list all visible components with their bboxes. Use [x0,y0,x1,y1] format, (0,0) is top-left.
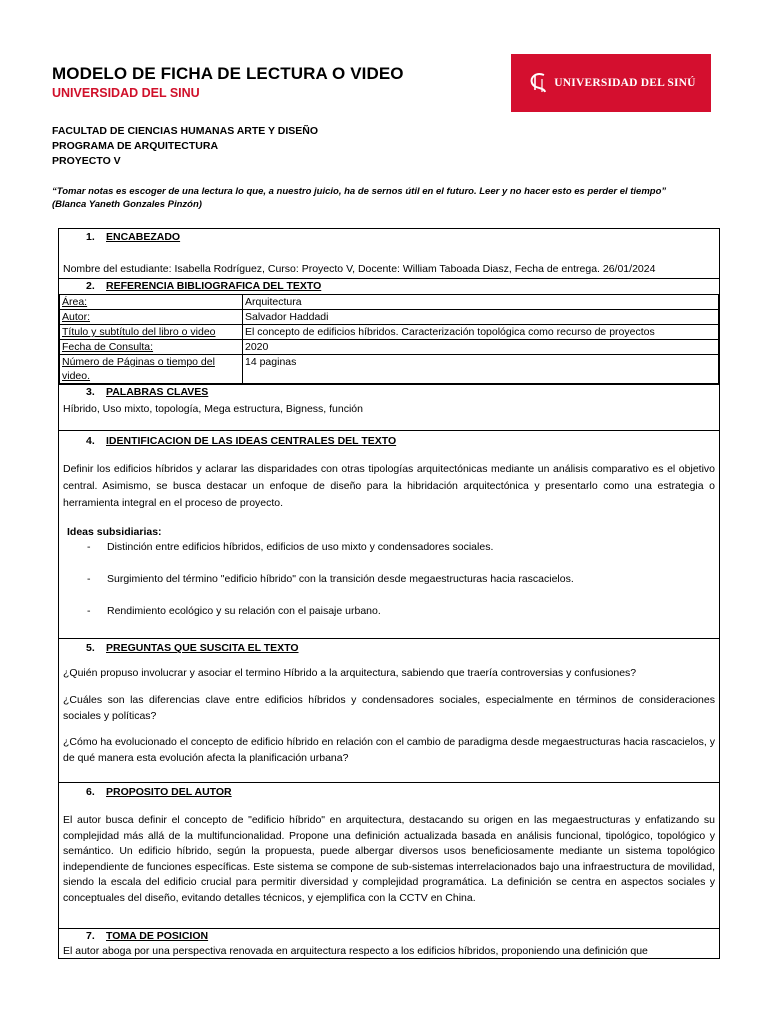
university-seal-icon [526,70,552,96]
section-heading: 1. ENCABEZADO [86,231,181,243]
table-row [60,355,719,384]
row-value: Salvador Haddadi [243,310,719,325]
row-value: 2020 [243,340,719,355]
program-name: PROGRAMA DE ARQUITECTURA [52,140,219,152]
table-row [60,310,719,325]
list-item: - Rendimiento ecológico y su relación con el paisaje urbano. [87,605,381,617]
row-label: Autor: [60,310,243,325]
question-item: ¿Cuáles son las diferencias clave entre edificios híbridos y condensadores sociales, especialmente en términos de consideraciones sociales y políticas? [63,694,715,722]
section-heading: 4. IDENTIFICACION DE LAS IDEAS CENTRALES DEL TEXTO [86,435,397,447]
section-palabras-claves [59,385,719,431]
section-heading: 3. PALABRAS CLAVES [86,386,209,398]
section-ideas-centrales [59,434,719,639]
quote-text: “Tomar notas es escoger de una lectura lo que, a nuestro juicio, ha de sernos útil en el futuro. Leer y no hacer esto es perder el tiempo” [52,186,667,197]
row-value: El concepto de edificios híbridos. Caracterización topológica como recurso de proyectos [243,325,719,340]
project-name: PROYECTO V [52,155,121,167]
reading-form [58,228,720,959]
epigraph-quote [52,185,722,211]
position-text: El autor aboga por una perspectiva renovada en arquitectura respecto a los edificios híbridos, proponiendo una definición que [63,945,648,957]
quote-author: (Blanca Yaneth Gonzales Pinzón) [52,199,202,210]
author-purpose-text: El autor busca definir el concepto de "edificio híbrido" en arquitectura, destacando su origen en las megaestructuras y enfatizando su complejidad más allá de la multifuncionalidad. Propone una definición actualizada basada en análisis funcional, tipológico, topológico y semántico. Un edificio híbrido, según la propuesta, puede albergar diversos usos beneficiosamente mediante un sistema topológico independiente de funciones específicas. Este sistema se compone de sub-sistemas interrelacionados bajo una infraestructura de movilidad, siendo la escala del edificio crucial para permitir diversidad y complejidad programática. La definición se centra en aspectos sociales y conceptuales del diseño, evitando detalles técnicos, y ejemplifica con la CCTV en China. [63,814,715,904]
row-label: Número de Páginas o tiempo del video. [60,355,243,384]
university-logo [511,54,711,112]
section-heading: 6. PROPOSITO DEL AUTOR [86,786,232,798]
section-heading: 7. TOMA DE POSICION [86,930,209,942]
subsidiary-ideas-heading: Ideas subsidiarias: [67,526,162,538]
table-row [60,325,719,340]
section-referencia [59,279,719,385]
row-value: Arquitectura [243,295,719,310]
section-heading: 5. PREGUNTAS QUE SUSCITA EL TEXTO [86,642,299,654]
student-info: Nombre del estudiante: Isabella Rodríguez, Curso: Proyecto V, Docente: William Taboada Diasz, Fecha de entrega. 26/01/2024 [63,263,656,275]
table-row [60,340,719,355]
university-subtitle: UNIVERSIDAD DEL SINU [52,86,200,100]
faculty-name: FACULTAD DE CIENCIAS HUMANAS ARTE Y DISEÑO [52,125,319,137]
question-item: ¿Quién propuso involucrar y asociar el termino Híbrido a la arquitectura, sabiendo que traería controversias y confusiones? [63,667,637,679]
section-encabezado [59,230,719,279]
section-proposito [59,785,719,929]
faculty-block [52,124,318,169]
logo-text: UNIVERSIDAD DEL SINÚ [554,77,696,89]
row-label: Fecha de Consulta: [60,340,243,355]
reference-table [59,294,719,384]
table-row [60,295,719,310]
row-value: 14 paginas [243,355,719,384]
central-ideas-text: Definir los edificios híbridos y aclarar las disparidades con otras tipologías arquitectónicas mediante un análisis comparativo es el objetivo central. Asimismo, se busca destacar un enfoque de diseño para la hibridación arquitectónica y presentarlo como una estrategia o herramienta integral en el proceso de proyecto. [63,463,715,509]
question-item: ¿Cómo ha evolucionado el concepto de edificio híbrido en relación con el cambio de paradigma desde megaestructuras hacia rascacielos, y de qué manera esta evolución afecta la planificación urbana? [63,736,715,764]
section-preguntas [59,641,719,783]
list-item: - Surgimiento del término "edificio híbrido" con la transición desde megaestructuras hacia rascacielos. [87,573,574,585]
row-label: Título y subtítulo del libro o video [60,325,243,340]
row-label: Área: [60,295,243,310]
list-item: - Distinción entre edificios híbridos, edificios de uso mixto y condensadores sociales. [87,541,494,553]
section-heading: 2. REFERENCIA BIBLIOGRAFICA DEL TEXTO [86,280,322,292]
section-toma-de-posicion [59,929,719,958]
document-title: MODELO DE FICHA DE LECTURA O VIDEO [52,64,404,83]
keywords: Híbrido, Uso mixto, topología, Mega estructura, Bigness, función [63,403,363,415]
